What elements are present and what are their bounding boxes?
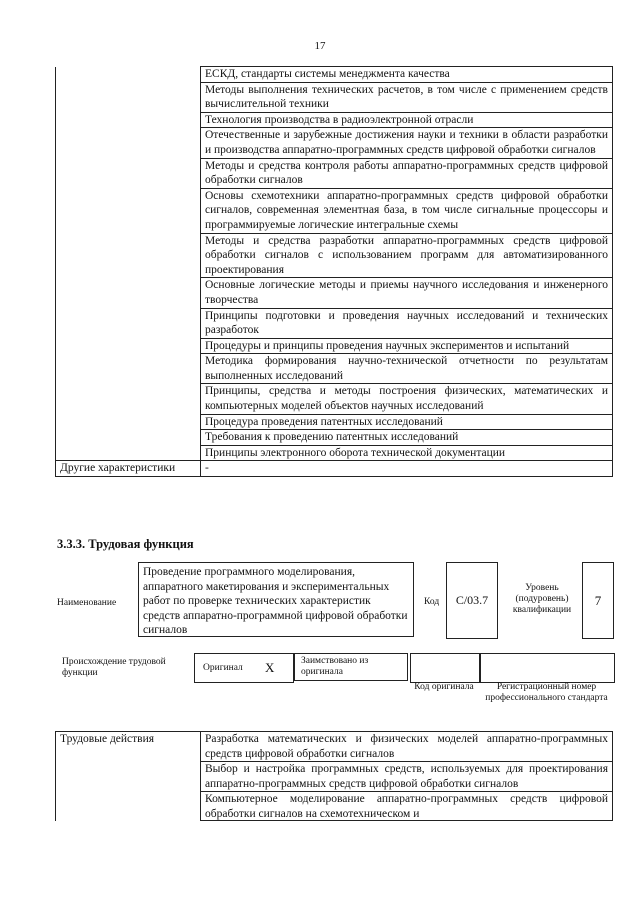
code-label: Код — [424, 597, 440, 607]
table-row — [56, 762, 613, 792]
table-cell: Методы и средства разработки аппаратно-программных средств цифровой обработки сигналов с использованием программ для автоматизированного проектирования — [201, 233, 613, 278]
level-value: 7 — [582, 562, 614, 639]
registration-number-box — [480, 653, 615, 683]
name-label: Наименование — [57, 598, 117, 608]
level-label: Уровень (подуровень) квалификации — [512, 583, 572, 615]
labor-actions-label: Трудовые действия — [56, 732, 201, 762]
registration-number-caption: Регистрационный номер профессионального стандарта — [485, 682, 608, 703]
table-cell: Технология производства в радиоэлектронной отрасли — [201, 112, 613, 128]
table-row — [56, 732, 613, 762]
other-characteristics-label: Другие характеристики — [56, 461, 201, 477]
code-value: C/03.7 — [446, 562, 498, 639]
other-characteristics-value: - — [201, 461, 613, 477]
knowledge-table — [55, 66, 613, 477]
function-name: Проведение программного моделирования, аппаратного макетирования и экспериментальных работ по проверке технических характеристик средств аппаратно-программной цифровой обработки сигналов — [138, 562, 414, 637]
original-box — [194, 653, 294, 683]
table-cell: Основы схемотехники аппаратно-программных средств цифровой обработки сигналов, современная элементная база, в том числе сигнальные процессоры и программируемые логические интегральные схемы — [201, 188, 613, 233]
table-row — [56, 792, 613, 821]
table-cell: Принципы, средства и методы построения физических, математических и компьютерных моделей объектов научных исследований — [201, 384, 613, 414]
origin-label: Происхождение трудовой функции — [62, 657, 166, 678]
table-cell: Основные логические методы и приемы научного исследования и инженерного творчества — [201, 278, 613, 308]
table-row — [56, 461, 613, 477]
table-cell: Принципы подготовки и проведения научных исследований и технических разработок — [201, 308, 613, 338]
table-cell: Методы выполнения технических расчетов, в том числе с применением средств вычислительной техники — [201, 82, 613, 112]
page-number: 17 — [314, 40, 326, 52]
table-cell: Компьютерное моделирование аппаратно-программных средств цифровой обработки сигналов на схемотехническом и — [205, 793, 608, 820]
table-cell: Выбор и настройка программных средств, используемых для проектирования аппаратно-программных средств цифровой обработки сигналов — [201, 762, 613, 792]
table-cell: Отечественные и зарубежные достижения науки и техники в области разработки и производства аппаратно-программных средств цифровой обработки сигналов — [201, 128, 613, 158]
table-cell: Разработка математических и физических моделей аппаратно-программных средств цифровой обработки сигналов — [201, 732, 613, 762]
table-row — [56, 67, 613, 83]
borrowed-label: Заимствовано из оригинала — [294, 653, 408, 681]
original-code-box — [410, 653, 480, 683]
table-cell: ЕСКД, стандарты системы менеджмента качества — [201, 67, 613, 83]
original-mark: X — [265, 660, 275, 675]
section-heading: 3.3.3. Трудовая функция — [57, 537, 194, 551]
table-cell: Процедуры и принципы проведения научных экспериментов и испытаний — [201, 338, 613, 354]
table-cell: Методика формирования научно-технической отчетности по результатам выполненных исследований — [201, 354, 613, 384]
original-label: Оригинал — [203, 663, 243, 673]
table-cell: Методы и средства контроля работы аппаратно-программных средств цифровой обработки сигналов — [201, 158, 613, 188]
original-code-caption: Код оригинала — [414, 682, 474, 692]
table-cell: Принципы электронного оборота технической документации — [201, 445, 613, 461]
table-cell: Требования к проведению патентных исследований — [201, 430, 613, 446]
labor-actions-table — [55, 731, 613, 821]
table-cell: Процедура проведения патентных исследований — [201, 414, 613, 430]
